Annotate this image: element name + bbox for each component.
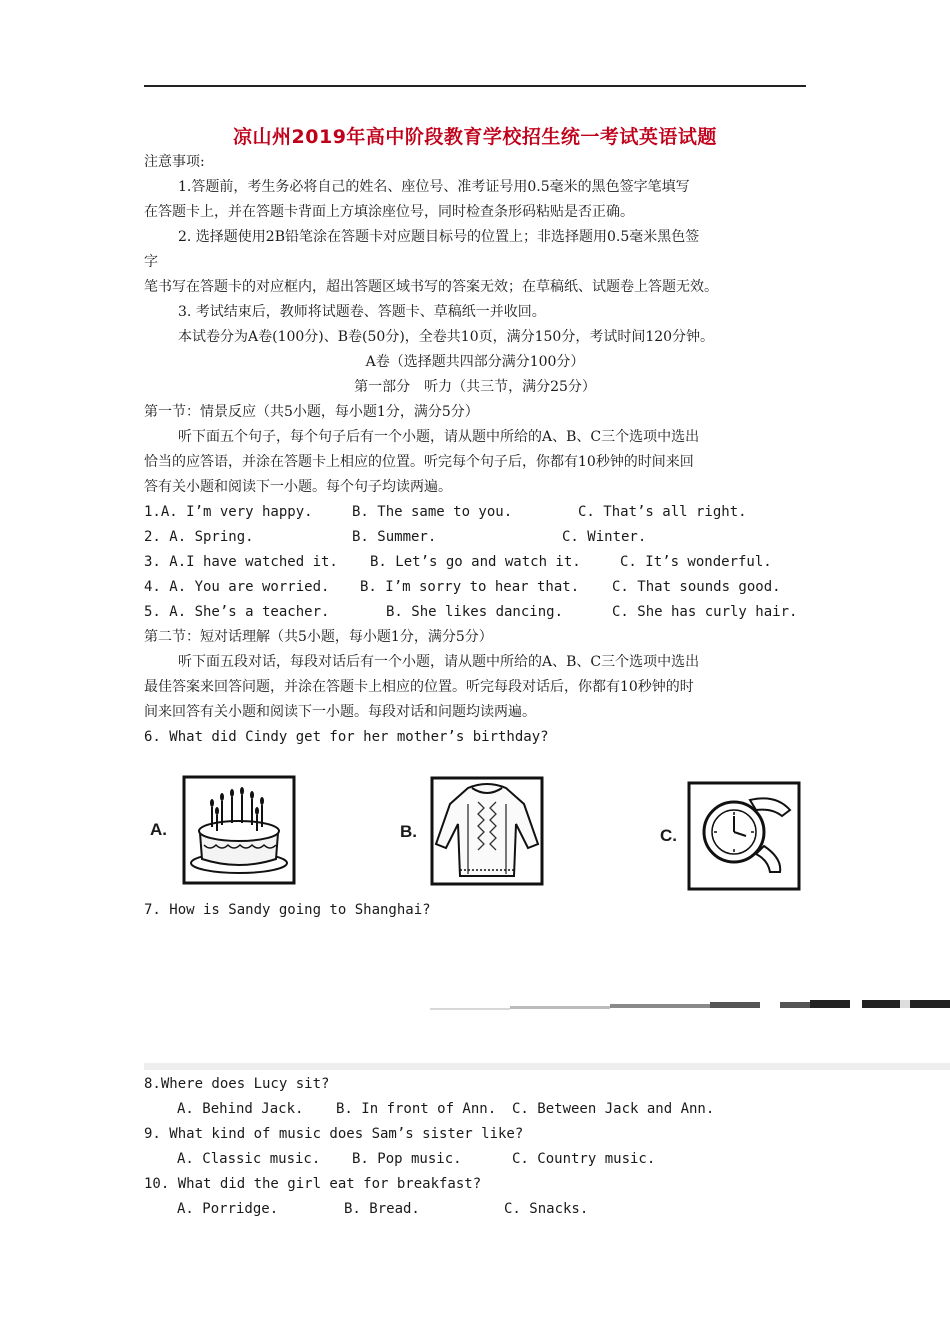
q4-option-b: B. I’m sorry to hear that. (360, 579, 580, 595)
q8-option-a: A. Behind Jack. (177, 1101, 304, 1117)
notice-item-1b: 在答题卡上，并在答题卡背面上方填涂座位号，同时检查条形码粘贴是否正确。 (144, 204, 634, 220)
q3-option-a: 3. A.I have watched it. (144, 554, 338, 570)
q2-option-c: C. Winter. (562, 529, 647, 545)
q1-option-b: B. The same to you. (352, 504, 513, 520)
section2-instr-a: 听下面五段对话，每段对话后有一个小题，请从题中所给的A、B、C三个选项中选出 (178, 654, 700, 670)
scan-band (144, 1063, 950, 1070)
q1-option-a: 1.A. I’m very happy. (144, 504, 313, 520)
q9-option-a: A. Classic music. (177, 1151, 321, 1167)
q1-option-c: C. That’s all right. (578, 504, 747, 520)
q5-option-c: C. She has curly hair. (612, 604, 798, 620)
section2-instr-c: 间来回答有关小题和阅读下一小题。每段对话和问题均读两遍。 (144, 704, 536, 720)
wristwatch-image (686, 780, 802, 892)
q6-label-c: C. (660, 826, 677, 845)
q7-question: 7. How is Sandy going to Shanghai? (144, 902, 431, 918)
notice-score: 本试卷分为A卷(100分)、B卷(50分)，全卷共10页，满分150分，考试时间120分钟。 (178, 329, 715, 345)
q8-option-c: C. Between Jack and Ann. (512, 1101, 715, 1117)
q9-option-b: B. Pop music. (352, 1151, 462, 1167)
q5-option-a: 5. A. She’s a teacher. (144, 604, 330, 620)
q4-option-a: 4. A. You are worried. (144, 579, 330, 595)
notice-heading: 注意事项: (144, 154, 205, 170)
exam-title: 凉山州2019年高中阶段教育学校招生统一考试英语试题 (233, 126, 717, 148)
q9-option-c: C. Country music. (512, 1151, 656, 1167)
section1-instr-a: 听下面五个句子，每个句子后有一个小题，请从题中所给的A、B、C三个选项中选出 (178, 429, 700, 445)
paper-a-heading: A卷（选择题共四部分满分100分） (365, 354, 585, 370)
q10-question: 10. What did the girl eat for breakfast? (144, 1176, 482, 1192)
section1-heading: 第一节：情景反应（共5小题，每小题1分，满分5分） (144, 404, 479, 420)
q2-option-b: B. Summer. (352, 529, 437, 545)
q10-option-c: C. Snacks. (504, 1201, 589, 1217)
q6-label-b: B. (400, 822, 417, 841)
notice-item-1a: 1.答题前，考生务必将自己的姓名、座位号、准考证号用0.5毫米的黑色签字笔填写 (178, 179, 690, 195)
q3-option-b: B. Let’s go and watch it. (370, 554, 581, 570)
sweater-image (428, 774, 546, 888)
section1-instr-b: 恰当的应答语，并涂在答题卡上相应的位置。听完每个句子后，你都有10秒钟的时间来回 (144, 454, 694, 470)
section1-instr-c: 答有关小题和阅读下一小题。每个句子均读两遍。 (144, 479, 452, 495)
notice-item-3: 3. 考试结束后，教师将试题卷、答题卡、草稿纸一并收回。 (178, 304, 546, 320)
q10-option-a: A. Porridge. (177, 1201, 279, 1217)
section2-heading: 第二节：短对话理解（共5小题，每小题1分，满分5分） (144, 629, 493, 645)
notice-item-2a: 2. 选择题使用2B铅笔涂在答题卡对应题目标号的位置上；非选择题用0.5毫米黑色签 (178, 229, 700, 245)
notice-item-2b: 笔书写在答题卡的对应框内，超出答题区域书写的答案无效；在草稿纸、试题卷上答题无效。 (144, 279, 718, 295)
q4-option-c: C. That sounds good. (612, 579, 781, 595)
q6-question: 6. What did Cindy get for her mother’s birthday? (144, 729, 549, 745)
q8-question: 8.Where does Lucy sit? (144, 1076, 330, 1092)
birthday-cake-image (180, 775, 298, 887)
q3-option-c: C. It’s wonderful. (620, 554, 772, 570)
q8-option-b: B. In front of Ann. (336, 1101, 497, 1117)
q6-label-a: A. (150, 820, 167, 839)
q9-question: 9. What kind of music does Sam’s sister like? (144, 1126, 524, 1142)
q5-option-b: B. She likes dancing. (386, 604, 564, 620)
header-rule (144, 85, 806, 87)
section2-instr-b: 最佳答案来回答问题，并涂在答题卡上相应的位置。听完每段对话后，你都有10秒钟的时 (144, 679, 694, 695)
notice-item-2-wrap: 字 (144, 254, 158, 270)
q2-option-a: 2. A. Spring. (144, 529, 254, 545)
q10-option-b: B. Bread. (344, 1201, 420, 1217)
part1-heading: 第一部分 听力（共三节，满分25分） (354, 379, 596, 395)
scan-artifact (430, 998, 950, 1014)
